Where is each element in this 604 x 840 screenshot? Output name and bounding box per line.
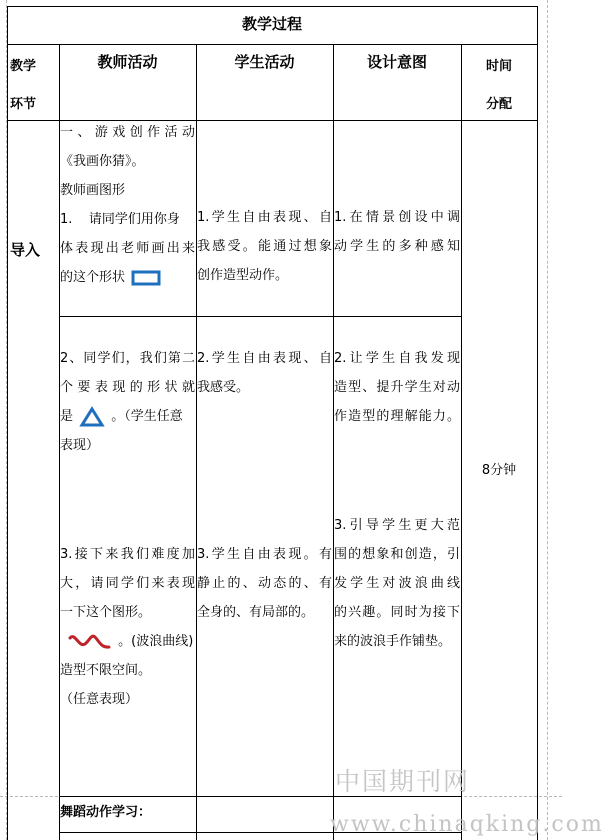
table-border-top	[7, 6, 537, 7]
table-border-right	[537, 6, 538, 840]
row2-student-cell: 2.学生自由表现、自 我感受。	[197, 351, 332, 395]
table-border-left	[7, 6, 8, 840]
header-design-intent: 设计意图	[366, 53, 427, 71]
row1-intent-cell: 1.在情景创设中调 动学生的多种感知	[334, 210, 460, 254]
row-divider-1	[59, 316, 461, 317]
triangle-icon	[79, 406, 105, 428]
page-guide-right	[547, 0, 548, 840]
table-title: 教学过程	[241, 15, 302, 33]
header-line-top	[7, 44, 537, 45]
rectangle-icon	[131, 269, 161, 287]
header-student-activity: 学生活动	[234, 53, 295, 71]
row1-teacher-cell: 一、游戏创作活动 《我画你猜》。 教师画图形 1. 请同学们用你身 体表现出老师画出来 的这个形状	[60, 125, 195, 285]
watermark-title: 中国期刊网	[335, 767, 471, 796]
header-stage: 教学 环节	[10, 59, 37, 112]
stage-label: 导入	[10, 241, 41, 259]
header-teacher-activity: 教师活动	[97, 53, 158, 71]
row3-teacher-cell: 3.接下来我们难度加 大，请同学们来表现 一下这个图形。 。(波浪曲线) 造型不限空间。 （任意表现）	[60, 547, 195, 707]
watermark-url: www.chinaqking.com	[330, 812, 604, 837]
col-line-time	[461, 44, 462, 840]
row3-intent-cell: 3.引导学生更大范 围的想象和创造，引 发学生对波浪曲线 的兴趣。同时为接下 来的波浪手作铺垫。	[334, 518, 460, 649]
row3-student-cell: 3.学生自由表现。有 静止的、动态的、有 全身的、有局部的。	[197, 547, 332, 620]
row1-student-cell: 1.学生自由表现、自 我感受。能通过想象 创作造型动作。	[197, 210, 332, 283]
wave-curve-icon	[68, 632, 112, 652]
row2-intent-cell: 2.让学生自我发现 造型、提升学生对动 作造型的理解能力。	[334, 351, 460, 424]
bottom-row-teacher: 舞蹈动作学习：	[60, 805, 152, 820]
col-line-intent	[333, 44, 334, 840]
time-value: 8分钟	[481, 463, 517, 478]
header-time: 时间 分配	[485, 59, 512, 112]
col-line-student	[196, 44, 197, 840]
row2-teacher-cell: 2、同学们，我们第二 个要表现的形状就 是 。（学生任意 表现）	[60, 351, 195, 453]
